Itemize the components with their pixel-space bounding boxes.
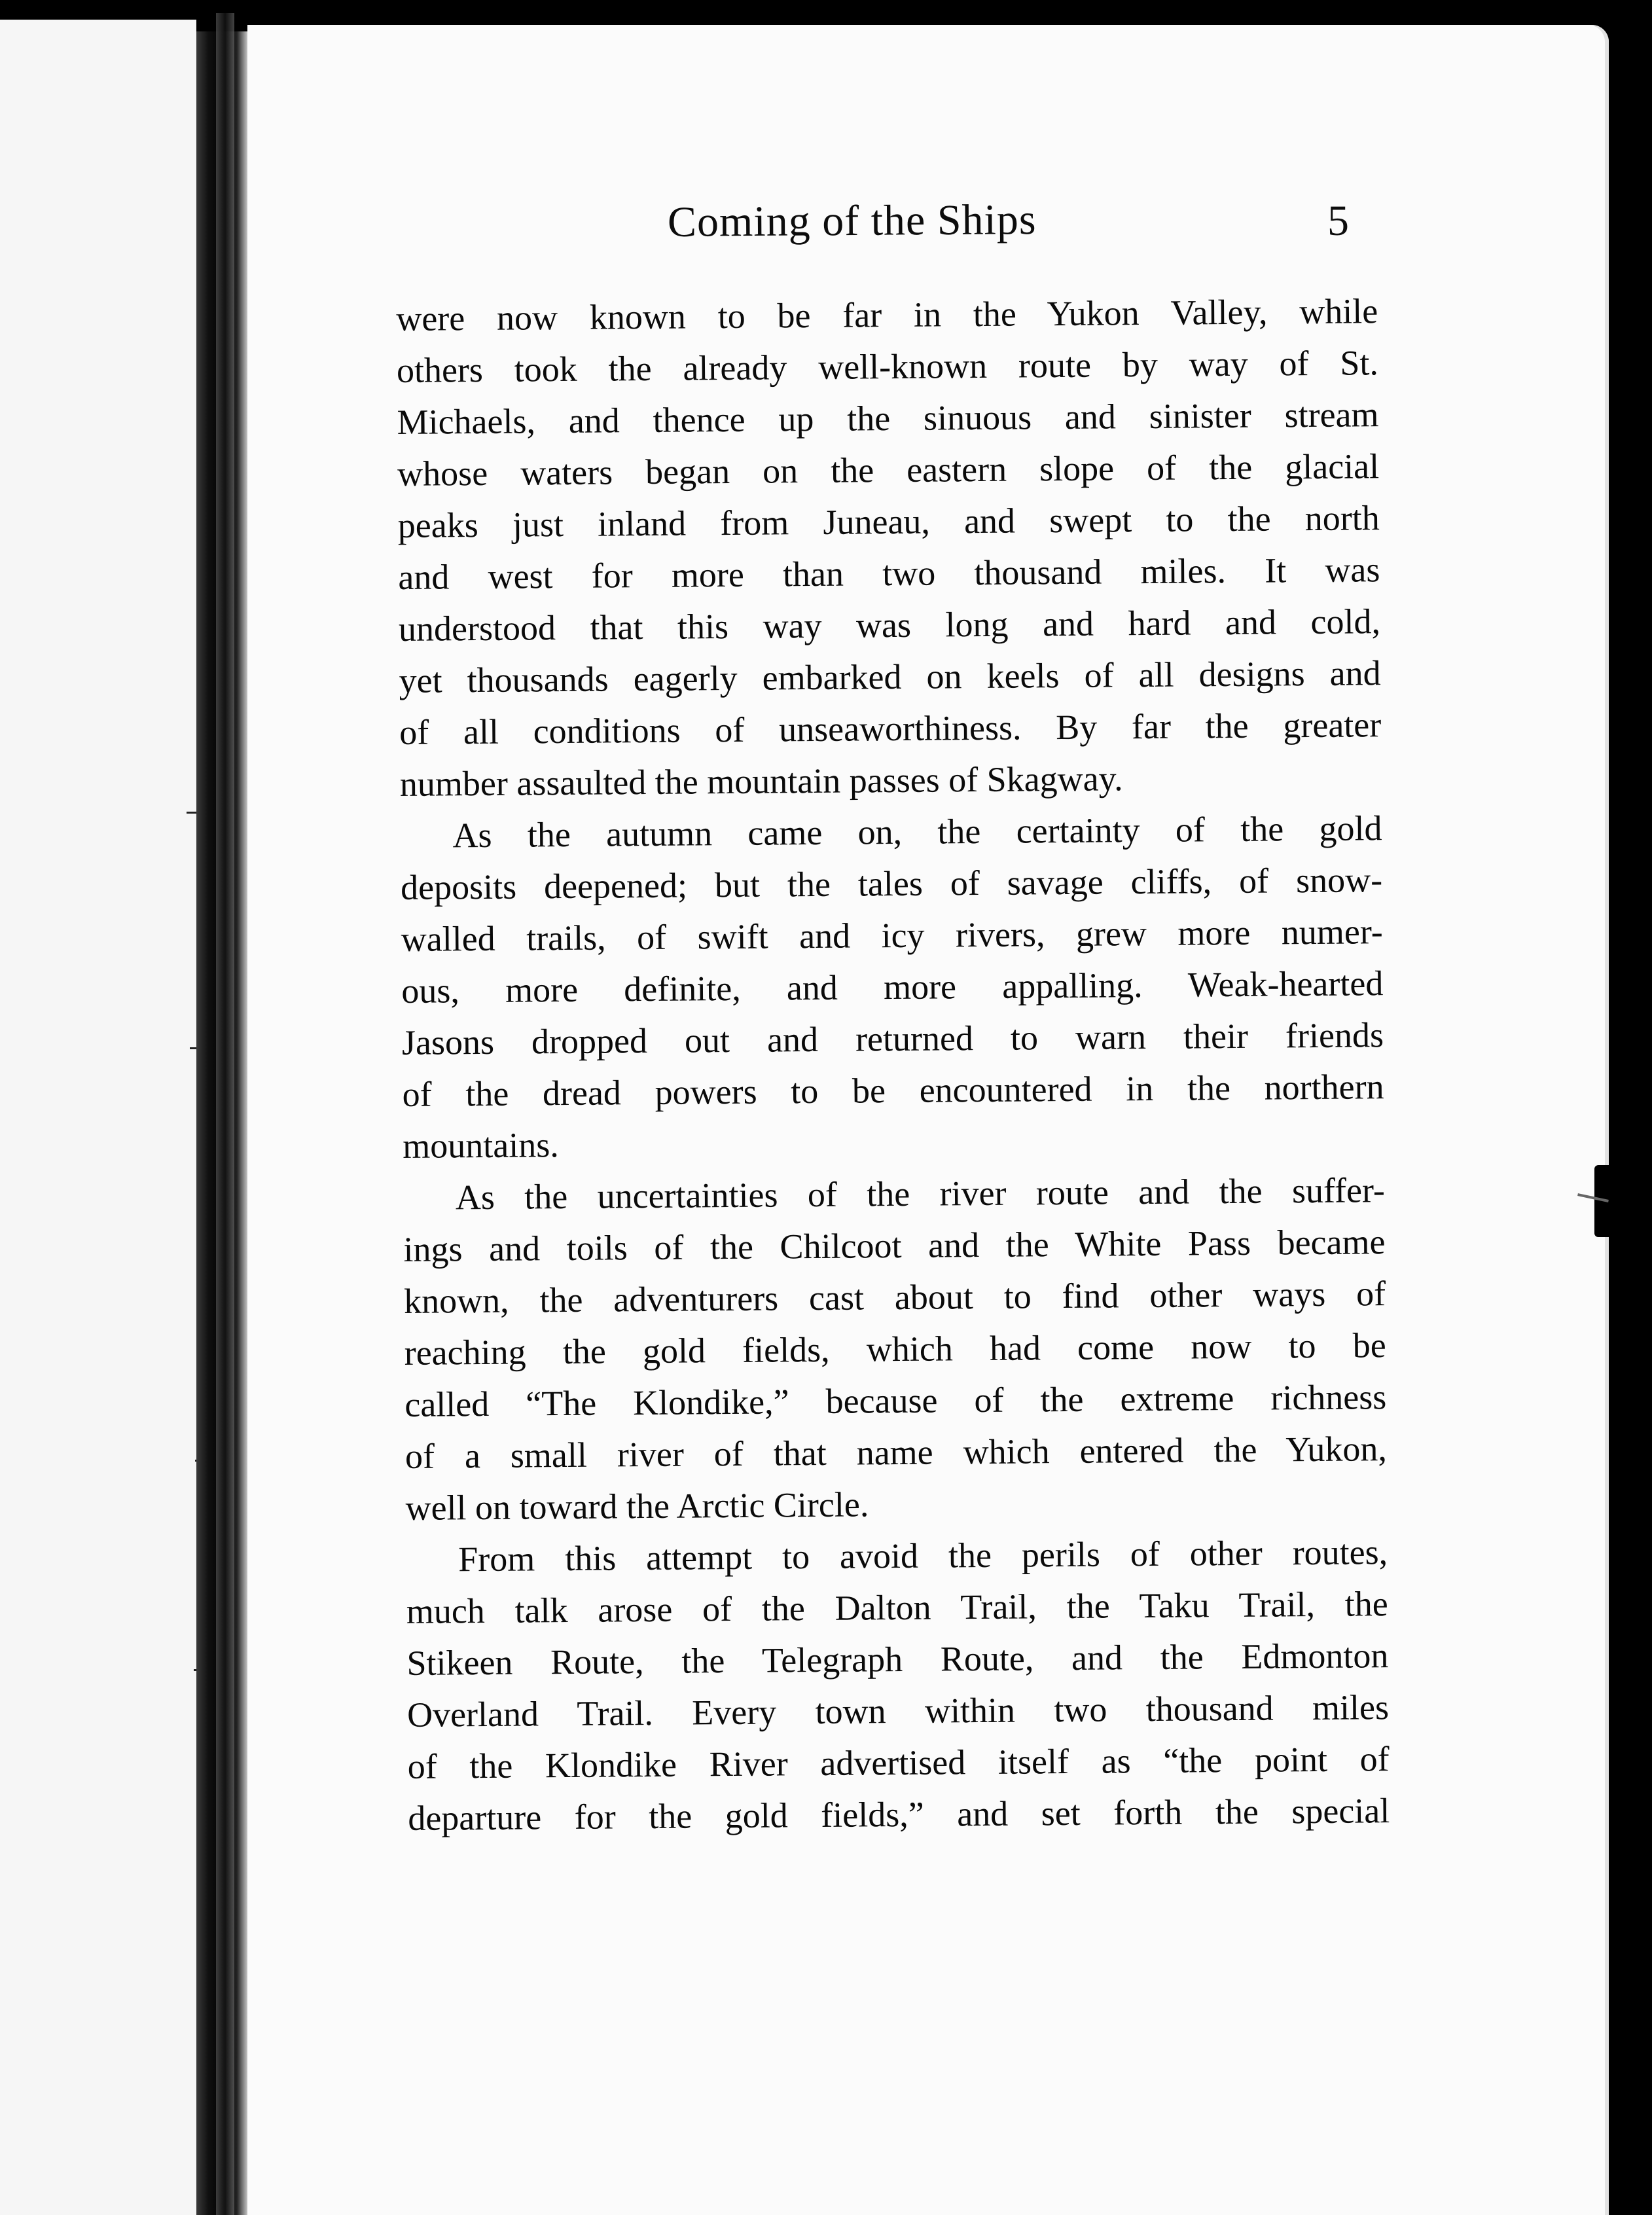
text-line: were now known to be far in the Yukon Valley, while [396, 291, 1378, 338]
text-line: of all conditions of unseaworthiness. By far the greater [399, 705, 1382, 752]
text-line: known, the adventurers cast about to find other ways of [403, 1274, 1386, 1321]
page-body-text [396, 285, 1390, 1845]
text-line: much talk arose of the Dalton Trail, the Taku Trail, the [406, 1584, 1389, 1631]
text-line: walled trails, of swift and icy rivers, grew more numer- [401, 912, 1383, 959]
text-line: ous, more definite, and more appalling. Weak-hearted [401, 963, 1384, 1011]
text-line: of the Klondike River advertised itself as “the point of [407, 1739, 1390, 1786]
text-line: and west for more than two thousand miles. It was [398, 550, 1380, 597]
text-line: mountains. [402, 1125, 559, 1166]
paragraph [406, 1526, 1390, 1845]
text-line: Jasons dropped out and returned to warn their friends [401, 1015, 1384, 1062]
text-line: Overland Trail. Every town within two thousand miles [406, 1687, 1390, 1735]
text-line: number assaulted the mountain passes of Skagway. [399, 759, 1123, 804]
running-title: Coming of the Ships [667, 196, 1037, 246]
text-line: peaks just inland from Juneau, and swept to the north [397, 498, 1380, 545]
text-line: others took the already well-known route by way of St. [396, 343, 1379, 390]
scan-top-border [0, 0, 1652, 20]
paragraph [396, 285, 1382, 810]
text-line: ings and toils of the Chilcoot and the White Pass became [403, 1222, 1386, 1269]
text-line: of the dread powers to be encountered in the northern [402, 1067, 1384, 1114]
text-line: As the autumn came on, the certainty of the gold [452, 808, 1382, 855]
text-line: As the uncertainties of the river route and the suffer- [455, 1170, 1386, 1217]
text-line: Stikeen Route, the Telegraph Route, and the Edmonton [406, 1636, 1389, 1683]
running-head [393, 196, 1361, 262]
text-line: Michaels, and thence up the sinuous and sinister stream [397, 395, 1379, 442]
page-number: 5 [1327, 197, 1349, 245]
text-line: well on toward the Arctic Circle. [405, 1485, 869, 1528]
text-line: From this attempt to avoid the perils of other routes, [458, 1532, 1388, 1579]
text-line: understood that this way was long and hard and cold, [398, 602, 1381, 649]
text-line: whose waters began on the eastern slope of the glacial [397, 446, 1380, 494]
facing-page-edge [0, 20, 196, 2215]
text-line: deposits deepened; but the tales of savage cliffs, of snow- [400, 860, 1383, 907]
paragraph [400, 802, 1384, 1172]
text-line: called “The Klondike,” because of the extreme richness [404, 1377, 1387, 1424]
text-line: of a small river of that name which entered the Yukon, [404, 1429, 1388, 1476]
text-line: yet thousands eagerly embarked on keels of all designs and [399, 653, 1381, 700]
book-gutter-band [216, 13, 234, 2215]
paragraph [403, 1164, 1388, 1534]
text-line: reaching the gold fields, which had come now to be [404, 1325, 1386, 1373]
text-line: departure for the gold fields,” and set forth the special [408, 1791, 1390, 1838]
